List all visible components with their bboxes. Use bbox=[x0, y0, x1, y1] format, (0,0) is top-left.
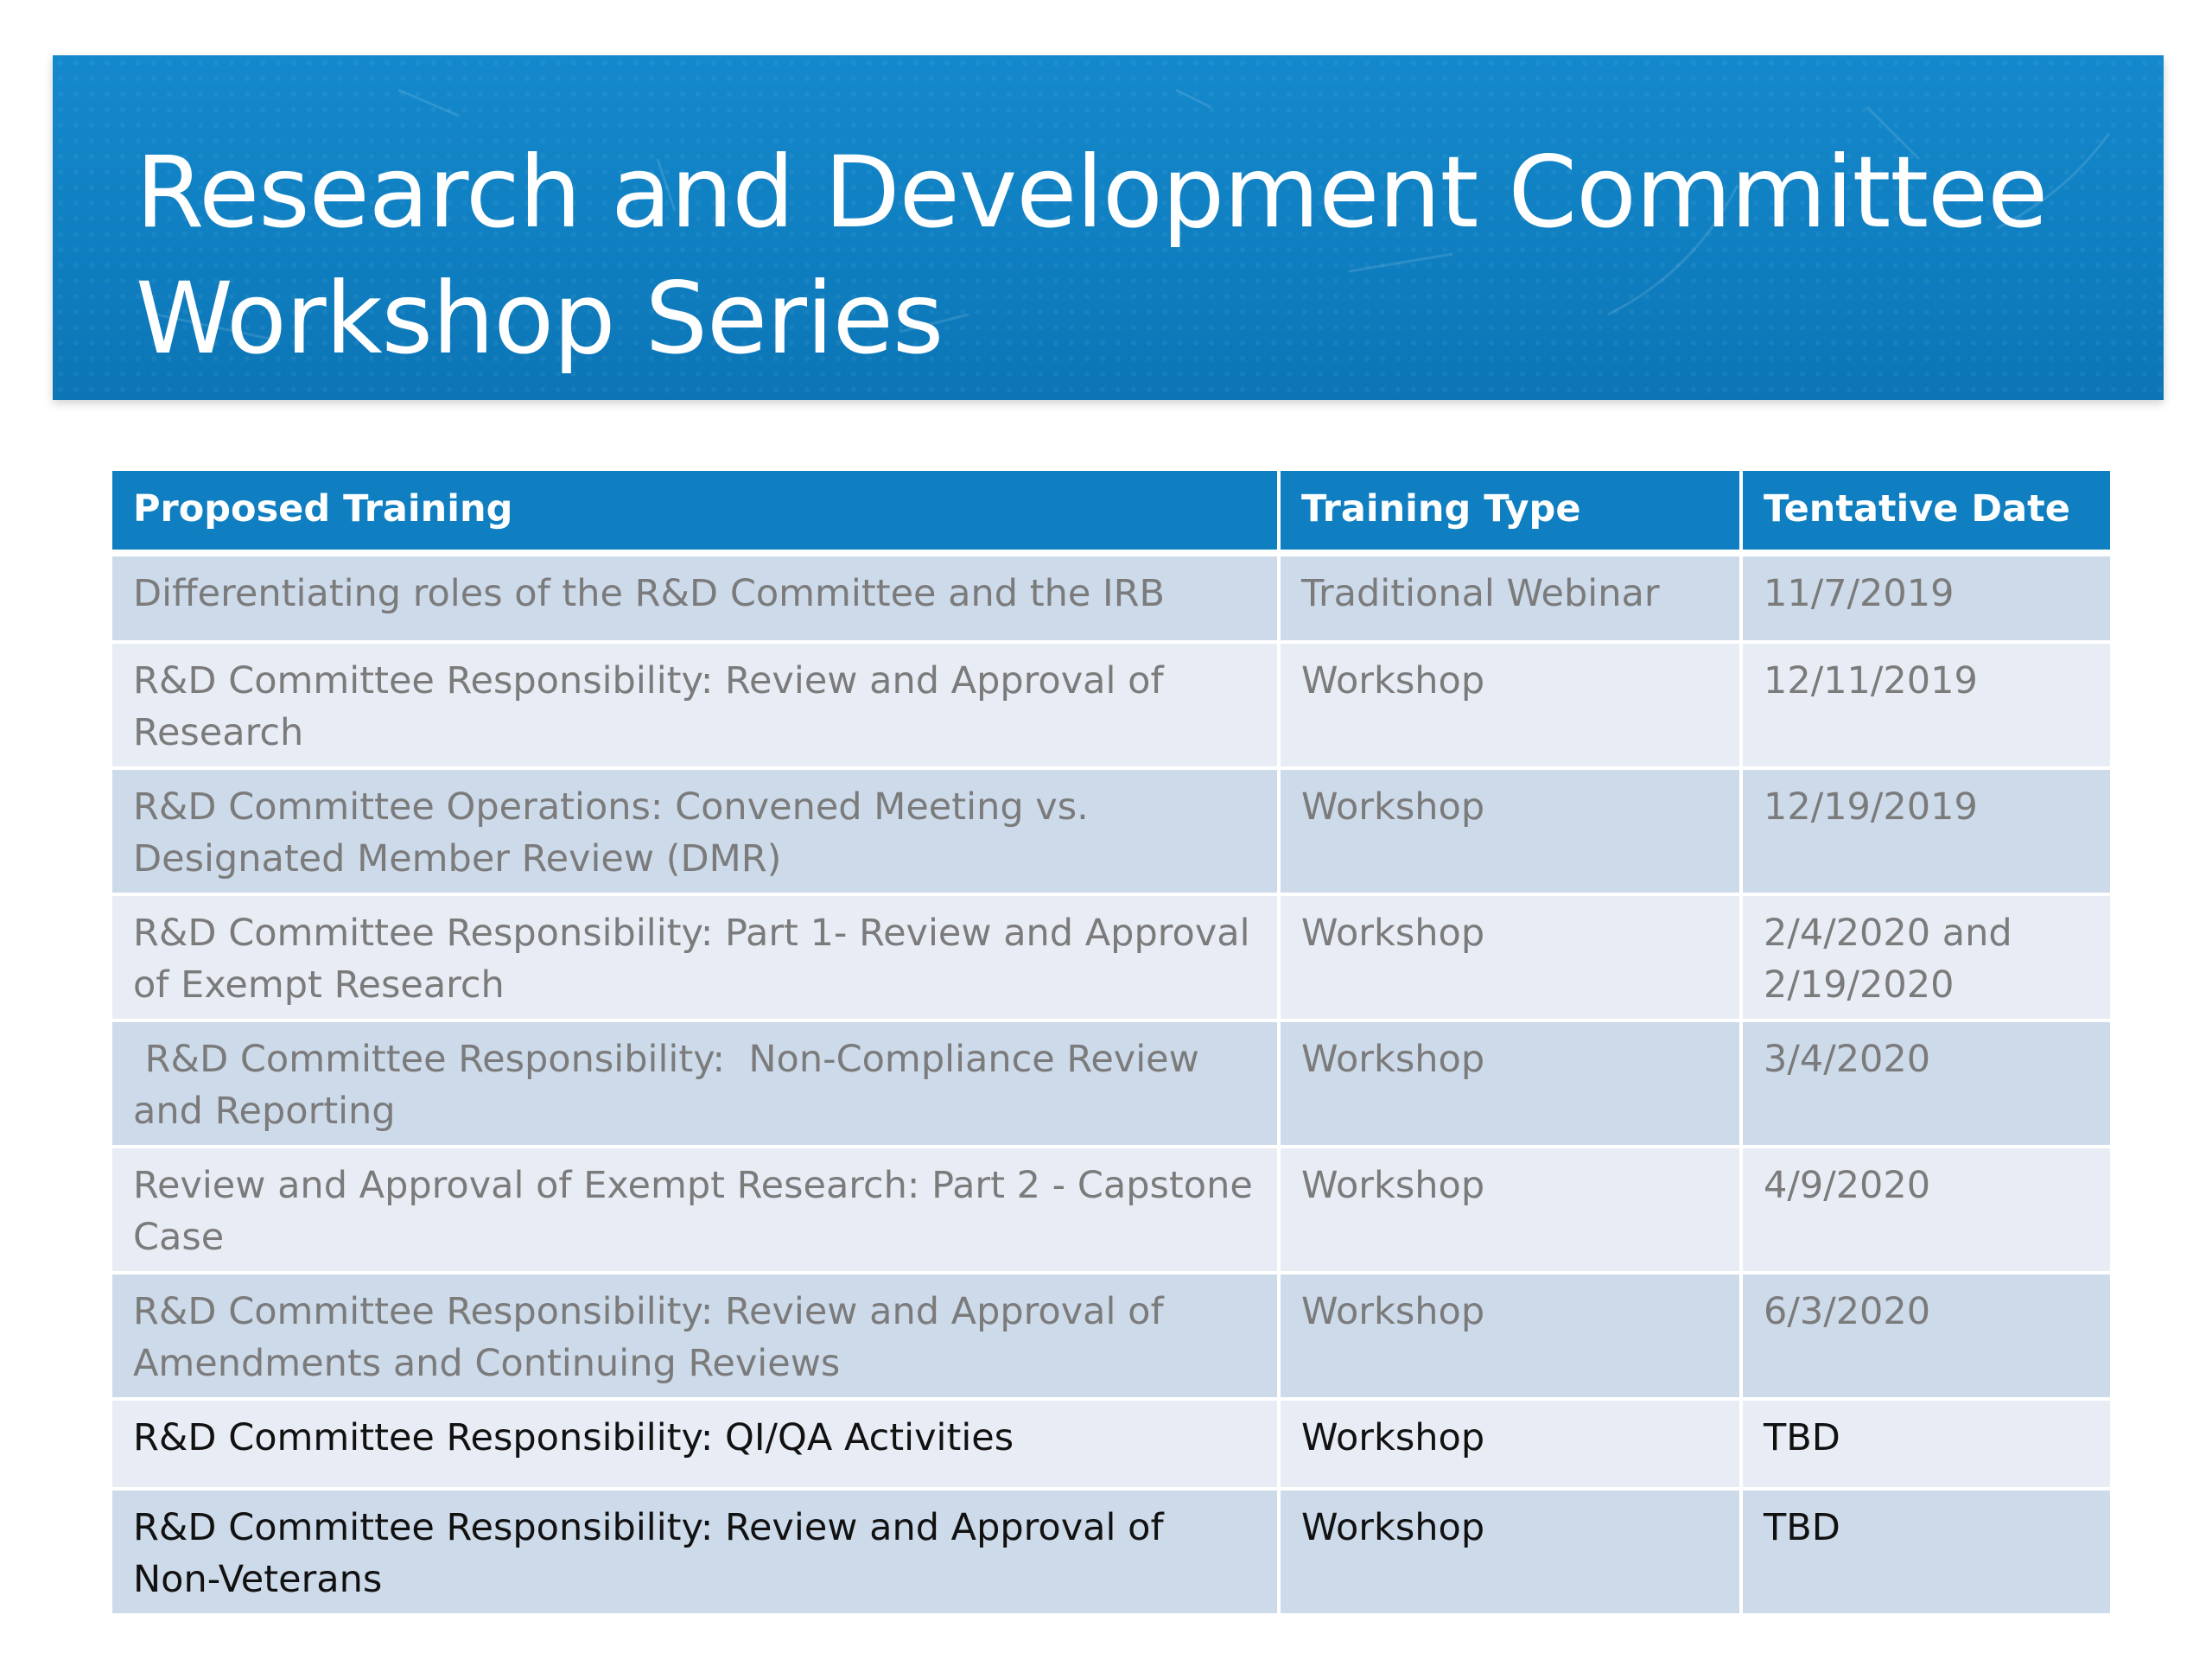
cell-tentative-date: TBD bbox=[1741, 1399, 2110, 1489]
cell-proposed-training: R&D Committee Responsibility: QI/QA Activities bbox=[112, 1399, 1279, 1489]
cell-tentative-date: 2/4/2020 and 2/19/2020 bbox=[1741, 894, 2110, 1020]
table-header-row bbox=[112, 471, 2110, 553]
header-proposed-training: Proposed Training bbox=[112, 471, 1279, 553]
cell-proposed-training: R&D Committee Responsibility: Part 1- Review and Approval of Exempt Research bbox=[112, 894, 1279, 1020]
cell-proposed-training: R&D Committee Responsibility: Review and Approval of Amendments and Continuing Reviews bbox=[112, 1273, 1279, 1399]
table-row bbox=[112, 1147, 2110, 1273]
cell-training-type: Workshop bbox=[1279, 1273, 1741, 1399]
cell-tentative-date: 11/7/2019 bbox=[1741, 553, 2110, 642]
header-training-type: Training Type bbox=[1279, 471, 1741, 553]
title-banner bbox=[53, 55, 2164, 400]
cell-tentative-date: 6/3/2020 bbox=[1741, 1273, 2110, 1399]
cell-proposed-training: R&D Committee Responsibility: Non-Compliance Review and Reporting bbox=[112, 1020, 1279, 1147]
table-row bbox=[112, 894, 2110, 1020]
table-row bbox=[112, 553, 2110, 642]
cell-training-type: Workshop bbox=[1279, 894, 1741, 1020]
cell-tentative-date: 12/11/2019 bbox=[1741, 642, 2110, 768]
cell-tentative-date: 12/19/2019 bbox=[1741, 768, 2110, 894]
table-row bbox=[112, 768, 2110, 894]
cell-training-type: Workshop bbox=[1279, 1020, 1741, 1147]
slide-title bbox=[136, 130, 2047, 382]
cell-proposed-training: R&D Committee Operations: Convened Meeting vs. Designated Member Review (DMR) bbox=[112, 768, 1279, 894]
cell-training-type: Workshop bbox=[1279, 1489, 1741, 1615]
cell-training-type: Workshop bbox=[1279, 1147, 1741, 1273]
table-row bbox=[112, 642, 2110, 768]
slide-title-line2: Workshop Series bbox=[136, 261, 944, 376]
cell-proposed-training: R&D Committee Responsibility: Review and Approval of Non-Veterans bbox=[112, 1489, 1279, 1615]
cell-proposed-training: R&D Committee Responsibility: Review and Approval of Research bbox=[112, 642, 1279, 768]
cell-tentative-date: 3/4/2020 bbox=[1741, 1020, 2110, 1147]
table-row bbox=[112, 1020, 2110, 1147]
cell-proposed-training: Review and Approval of Exempt Research: Part 2 - Capstone Case bbox=[112, 1147, 1279, 1273]
cell-training-type: Traditional Webinar bbox=[1279, 553, 1741, 642]
cell-tentative-date: 4/9/2020 bbox=[1741, 1147, 2110, 1273]
cell-tentative-date: TBD bbox=[1741, 1489, 2110, 1615]
training-schedule-table bbox=[112, 471, 2110, 1617]
cell-proposed-training: Differentiating roles of the R&D Committee and the IRB bbox=[112, 553, 1279, 642]
table-row bbox=[112, 1273, 2110, 1399]
cell-training-type: Workshop bbox=[1279, 768, 1741, 894]
header-tentative-date: Tentative Date bbox=[1741, 471, 2110, 553]
cell-training-type: Workshop bbox=[1279, 1399, 1741, 1489]
table-row bbox=[112, 1489, 2110, 1615]
table-row bbox=[112, 1399, 2110, 1489]
slide-title-line1: Research and Development Committee bbox=[136, 135, 2048, 250]
cell-training-type: Workshop bbox=[1279, 642, 1741, 768]
